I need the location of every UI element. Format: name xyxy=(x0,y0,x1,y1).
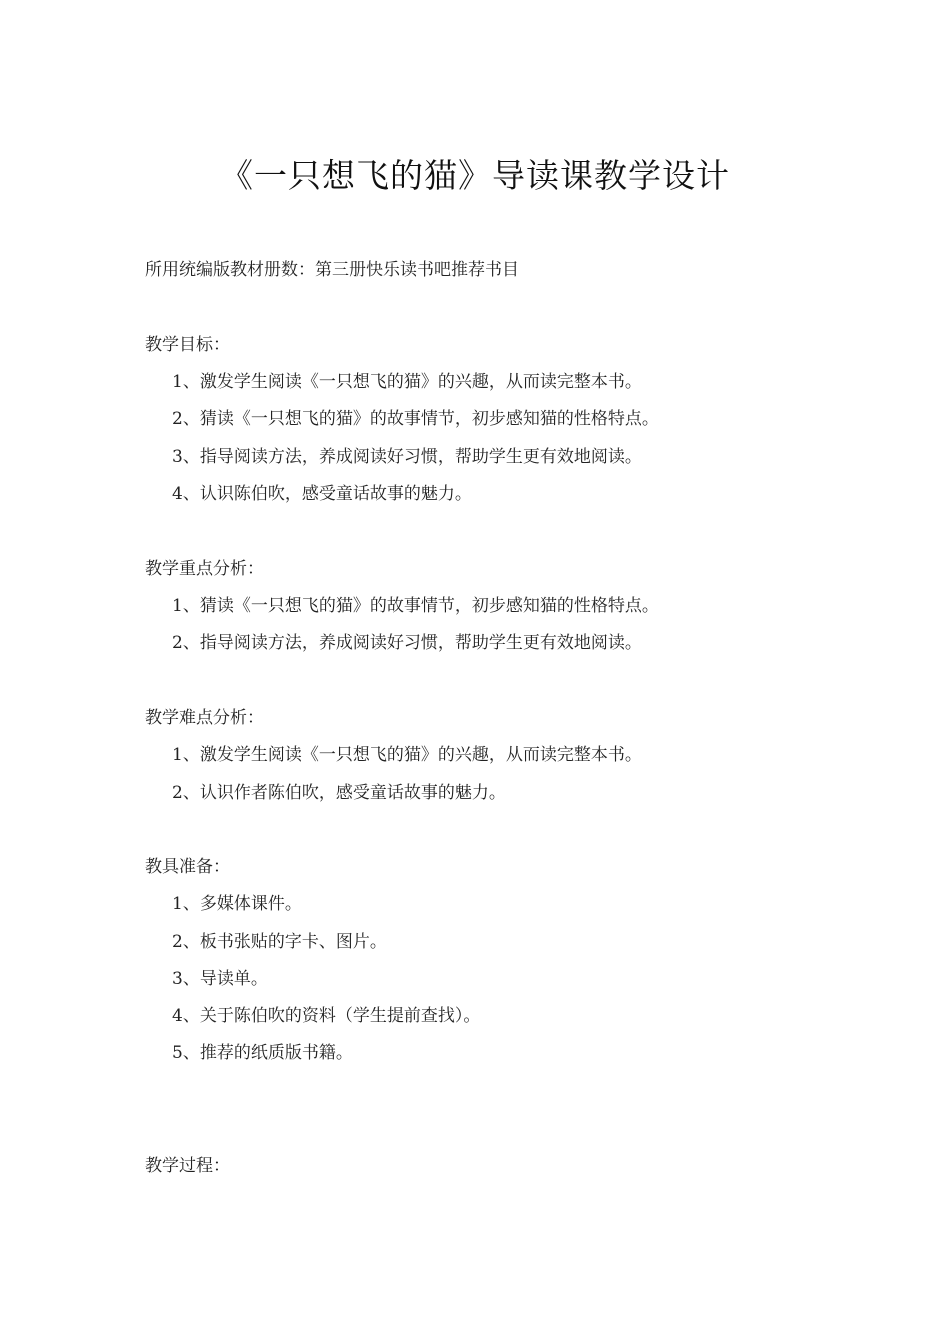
material-item: 5、推荐的纸质版书籍。 xyxy=(172,1043,353,1063)
difficulty-item: 1、激发学生阅读《一只想飞的猫》的兴趣，从而读完整本书。 xyxy=(172,745,642,765)
difficulty-item: 2、认识作者陈伯吹，感受童话故事的魅力。 xyxy=(172,783,506,803)
difficulties-heading: 教学难点分析： xyxy=(145,708,264,728)
material-item: 2、板书张贴的字卡、图片。 xyxy=(172,932,387,952)
material-item: 3、导读单。 xyxy=(172,969,268,989)
document-title: 《一只想飞的猫》导读课教学设计 xyxy=(220,156,730,195)
process-heading: 教学过程： xyxy=(145,1156,230,1176)
key-point-item: 1、猜读《一只想飞的猫》的故事情节，初步感知猫的性格特点。 xyxy=(172,596,659,616)
objective-item: 3、指导阅读方法，养成阅读好习惯，帮助学生更有效地阅读。 xyxy=(172,447,642,467)
objectives-heading: 教学目标： xyxy=(145,335,230,355)
objective-item: 4、认识陈伯吹，感受童话故事的魅力。 xyxy=(172,484,472,504)
materials-heading: 教具准备： xyxy=(145,857,230,877)
key-points-heading: 教学重点分析： xyxy=(145,559,264,579)
textbook-line: 所用统编版教材册数：第三册快乐读书吧推荐书目 xyxy=(145,260,519,280)
material-item: 1、多媒体课件。 xyxy=(172,894,302,914)
objective-item: 2、猜读《一只想飞的猫》的故事情节，初步感知猫的性格特点。 xyxy=(172,409,659,429)
objective-item: 1、激发学生阅读《一只想飞的猫》的兴趣，从而读完整本书。 xyxy=(172,372,642,392)
material-item: 4、关于陈伯吹的资料（学生提前查找）。 xyxy=(172,1006,481,1026)
key-point-item: 2、指导阅读方法，养成阅读好习惯，帮助学生更有效地阅读。 xyxy=(172,633,642,653)
